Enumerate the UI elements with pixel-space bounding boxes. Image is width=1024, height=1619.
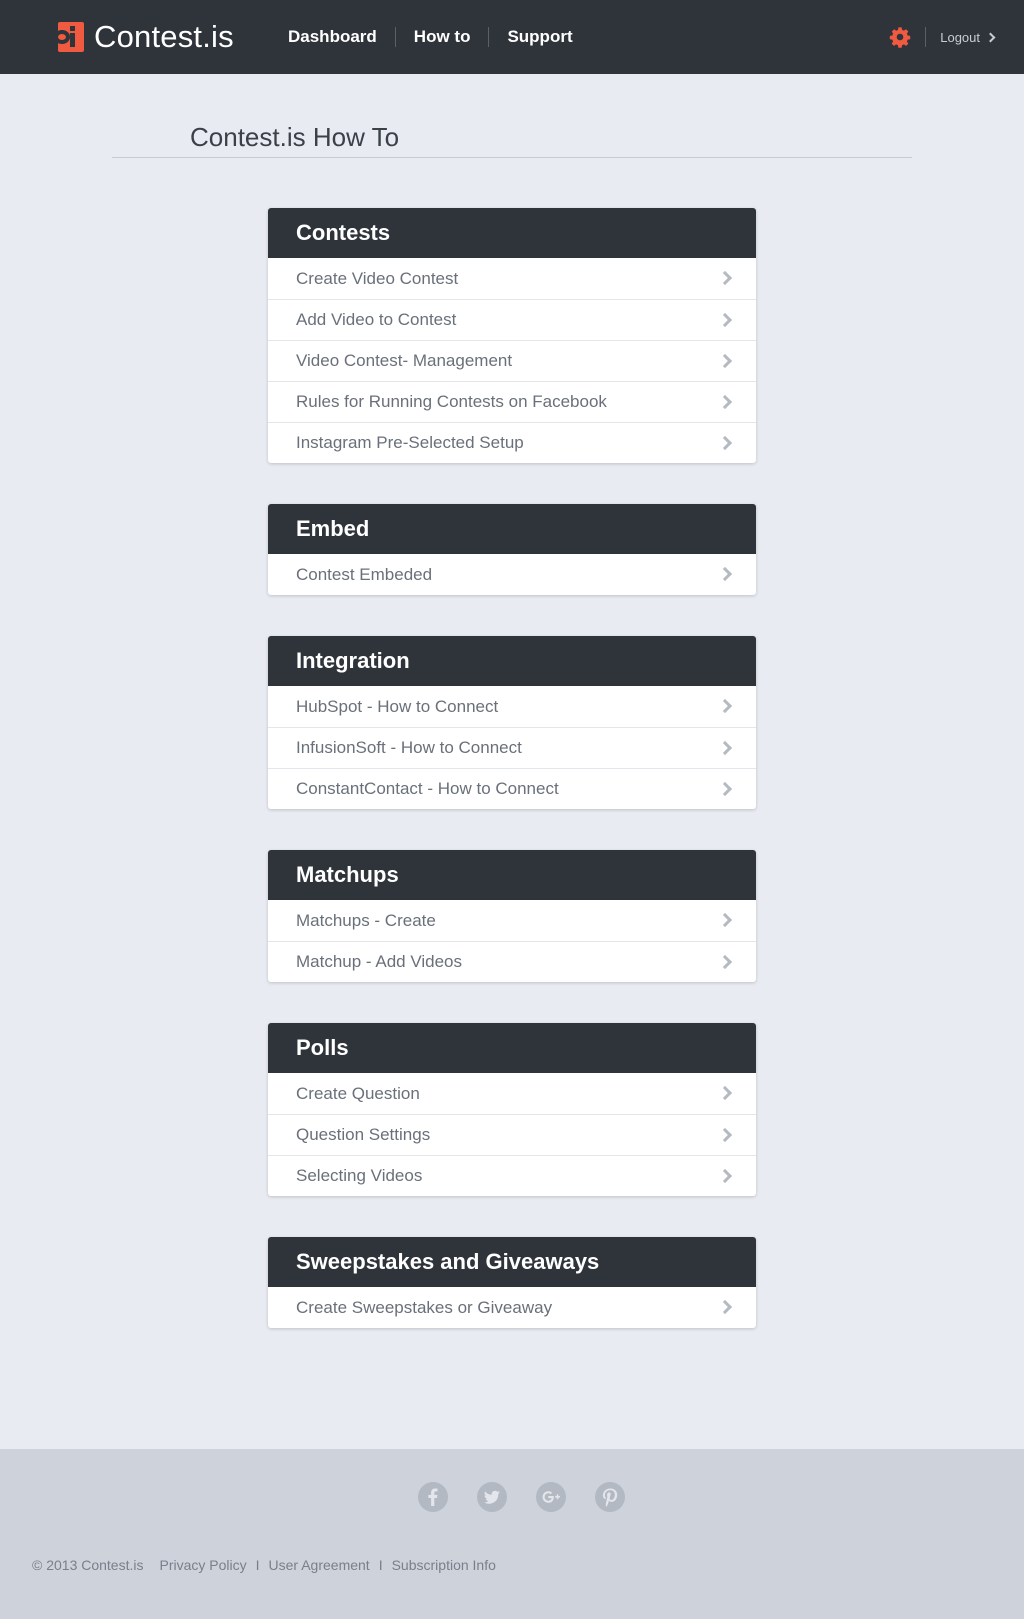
howto-link-label: Create Video Contest: [296, 268, 459, 288]
footer-divider: I: [378, 1557, 383, 1573]
howto-link-label: Rules for Running Contests on Facebook: [296, 392, 607, 411]
section-card-polls: [268, 1023, 756, 1196]
contest-is-logo-icon: [54, 22, 84, 52]
logout-label: Logout: [940, 29, 980, 45]
chevron-right-icon: [718, 699, 732, 713]
howto-link[interactable]: [268, 422, 756, 463]
nav-dashboard[interactable]: Dashboard: [288, 27, 377, 46]
howto-link-label: Matchups - Create: [296, 910, 436, 930]
chevron-right-icon: [718, 436, 732, 450]
section-card-integration: [268, 636, 756, 809]
footer-links: [32, 1557, 496, 1573]
howto-link[interactable]: [268, 941, 756, 982]
nav-how-to[interactable]: How to: [413, 27, 471, 46]
page-title-block: [112, 118, 912, 158]
chevron-right-icon: [718, 395, 732, 409]
howto-link[interactable]: [268, 381, 756, 422]
howto-link-label: Create Question: [296, 1083, 420, 1103]
howto-link[interactable]: [268, 686, 756, 727]
section-card-matchups: [268, 850, 756, 982]
chevron-right-icon: [718, 354, 732, 368]
top-navigation-bar: [0, 0, 1024, 74]
pinterest-icon[interactable]: [595, 1482, 625, 1512]
social-links: [418, 1482, 625, 1512]
logout-link[interactable]: [940, 30, 994, 45]
howto-link[interactable]: [268, 1287, 756, 1328]
howto-link[interactable]: [268, 299, 756, 340]
chevron-right-icon: [718, 313, 732, 327]
howto-link[interactable]: [268, 727, 756, 768]
howto-link-label: Contest Embeded: [296, 564, 433, 584]
user-agreement-link[interactable]: User Agreement: [268, 1557, 370, 1573]
facebook-icon[interactable]: [418, 1482, 448, 1512]
section-card-sweepstakes: [268, 1237, 756, 1328]
section-card-contests: [268, 208, 756, 463]
chevron-right-icon: [718, 1169, 732, 1183]
main-nav: [270, 0, 591, 74]
chevron-right-icon: [718, 1086, 732, 1100]
brand-name: Contest.is: [94, 19, 234, 54]
chevron-right-icon: [718, 913, 732, 927]
chevron-right-icon: [718, 1300, 732, 1314]
chevron-right-icon: [718, 271, 732, 285]
chevron-right-icon: [718, 741, 732, 755]
section-heading: Contests: [268, 208, 756, 258]
tools-divider: [925, 27, 926, 47]
howto-link-label: ConstantContact - How to Connect: [296, 779, 559, 798]
howto-link[interactable]: [268, 768, 756, 809]
copyright-text: © 2013 Contest.is: [32, 1557, 144, 1573]
section-heading: Matchups: [268, 850, 756, 900]
nav-support[interactable]: Support: [507, 27, 573, 46]
google-plus-icon[interactable]: [536, 1482, 566, 1512]
chevron-right-icon: [718, 782, 732, 796]
section-card-embed: [268, 504, 756, 595]
howto-link[interactable]: [268, 1114, 756, 1155]
brand-logo[interactable]: [54, 18, 234, 56]
section-heading: Polls: [268, 1023, 756, 1073]
howto-link-label: Add Video to Contest: [296, 310, 457, 329]
howto-link-label: HubSpot - How to Connect: [296, 696, 499, 716]
page-title: Contest.is How To: [190, 122, 400, 152]
page-footer: [0, 1449, 1024, 1619]
chevron-right-icon: [718, 1128, 732, 1142]
chevron-right-icon: [718, 955, 732, 969]
section-heading: Integration: [268, 636, 756, 686]
howto-link-label: Video Contest- Management: [296, 351, 513, 370]
howto-link[interactable]: [268, 340, 756, 381]
howto-link-label: Question Settings: [296, 1125, 431, 1144]
header-tools: [889, 0, 994, 74]
section-heading: Embed: [268, 504, 756, 554]
twitter-icon[interactable]: [477, 1482, 507, 1512]
howto-link-label: Selecting Videos: [296, 1166, 423, 1185]
howto-link-label: InfusionSoft - How to Connect: [296, 738, 522, 757]
howto-link[interactable]: [268, 1155, 756, 1196]
settings-gear-icon[interactable]: [889, 26, 911, 48]
subscription-info-link[interactable]: Subscription Info: [391, 1557, 496, 1573]
chevron-right-icon: [718, 567, 732, 581]
howto-link-label: Matchup - Add Videos: [296, 952, 463, 971]
privacy-policy-link[interactable]: Privacy Policy: [159, 1557, 247, 1573]
footer-divider: I: [255, 1557, 260, 1573]
howto-link[interactable]: [268, 1073, 756, 1114]
howto-link[interactable]: [268, 900, 756, 941]
howto-link-label: Instagram Pre-Selected Setup: [296, 433, 524, 452]
section-heading: Sweepstakes and Giveaways: [268, 1237, 756, 1287]
chevron-right-icon: [986, 32, 996, 42]
howto-link-label: Create Sweepstakes or Giveaway: [296, 1297, 553, 1317]
howto-link[interactable]: [268, 554, 756, 595]
howto-link[interactable]: [268, 258, 756, 299]
